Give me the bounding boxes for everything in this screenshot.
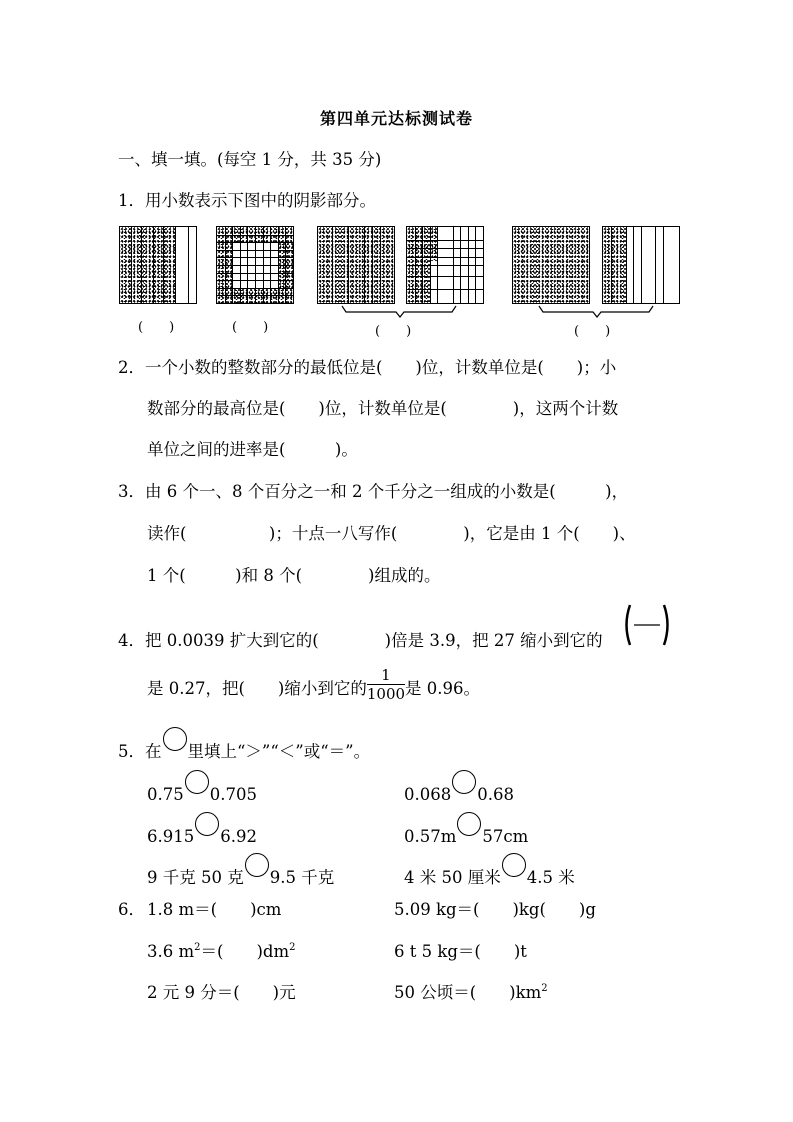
answer-blank-1[interactable]: ( ) (138, 320, 175, 335)
question-4-line-2 (147, 666, 481, 703)
answer-blank-4[interactable]: ( ) (574, 324, 611, 339)
figure-5-full-square (512, 226, 590, 304)
compare-left: 4 米 50 厘米 (404, 868, 501, 887)
conversion-item-1: 1.8 m＝( )cm (147, 900, 282, 919)
conversion-item-6-a: 50 公顷＝( )km (394, 983, 542, 1002)
question-2-line-3: 单位之间的进率是( )。 (147, 440, 358, 459)
brace-figures-5-6 (537, 304, 657, 318)
figure-6-strips (602, 226, 680, 304)
compare-left: 6.915 (147, 827, 195, 846)
compare-right: 9.5 千克 (269, 868, 335, 887)
question-6-number: 6． (118, 900, 145, 919)
figure-1-strips (119, 226, 197, 304)
brace-figures-3-4 (340, 304, 460, 318)
compare-left: 9 千克 50 克 (147, 868, 244, 887)
figure-4-partial-grid (406, 226, 484, 304)
compare-item-4 (404, 820, 528, 847)
answer-blank-3[interactable]: ( ) (375, 324, 412, 339)
compare-item-5 (147, 861, 334, 888)
compare-left: 0.57m (404, 827, 457, 846)
compare-circle-blank[interactable] (245, 853, 269, 877)
conversion-item-3 (147, 942, 295, 962)
question-1-text: 1．用小数表示下图中的阴影部分。 (118, 191, 376, 210)
question-5-prompt-a: 5．在 (118, 742, 162, 761)
fraction-denominator: 1000 (366, 685, 406, 703)
question-5-prompt (118, 735, 370, 762)
compare-circle-blank[interactable] (457, 812, 481, 836)
compare-right: 0.68 (477, 785, 514, 804)
compare-right: 0.705 (209, 785, 257, 804)
compare-circle-blank[interactable] (185, 770, 209, 794)
compare-item-1 (147, 778, 257, 805)
question-4-line-2-text-a: 是 0.27，把( )缩小到它的 (147, 679, 367, 698)
conversion-item-4: 6 t 5 kg＝( )t (394, 942, 527, 961)
fraction-blank-bracket[interactable] (622, 603, 672, 647)
compare-item-6 (404, 861, 575, 888)
fraction-numerator: 1 (367, 666, 405, 685)
question-4-line-2-text-b: 是 0.96。 (405, 679, 481, 698)
compare-circle-blank[interactable] (195, 812, 219, 836)
question-2-line-1: 2．一个小数的整数部分的最低位是( )位，计数单位是( )；小 (118, 358, 617, 377)
compare-right: 6.92 (220, 827, 257, 846)
compare-circle-blank[interactable] (502, 853, 526, 877)
superscript: 2 (541, 983, 548, 994)
question-3-line-2: 读作( )；十点一八写作( )，它是由 1 个( )、 (147, 524, 636, 543)
compare-left: 0.068 (404, 785, 452, 804)
figure-3-full-strips (317, 226, 395, 304)
page-title: 第四单元达标测试卷 (319, 109, 473, 128)
conversion-item-6 (394, 983, 548, 1003)
section-heading: 一、填一填。(每空 1 分，共 35 分) (118, 150, 382, 169)
compare-item-3 (147, 820, 257, 847)
conversion-item-2: 5.09 kg＝( )kg( )g (394, 900, 596, 919)
conversion-item-5: 2 元 9 分＝( )元 (147, 983, 296, 1002)
figure-2-grid-ring (216, 226, 294, 304)
question-3-line-1: 3．由 6 个一、8 个百分之一和 2 个千分之一组成的小数是( )， (118, 482, 629, 501)
compare-right: 4.5 米 (526, 868, 575, 887)
question-4-line-1: 4．把 0.0039 扩大到它的( )倍是 3.9，把 27 缩小到它的 (118, 631, 603, 650)
question-5-prompt-b: 里填上“＞”“＜”或“＝”。 (187, 742, 371, 761)
fraction-one-thousandth (367, 666, 405, 703)
question-3-line-3: 1 个( )和 8 个( )组成的。 (147, 566, 441, 585)
compare-right: 57cm (482, 827, 529, 846)
circle-icon (163, 727, 187, 751)
compare-left: 0.75 (147, 785, 184, 804)
superscript: 2 (194, 942, 201, 953)
question-2-line-2: 数部分的最高位是( )位，计数单位是( )，这两个计数 (147, 399, 619, 418)
conversion-item-3-a: 3.6 m (147, 942, 195, 961)
answer-blank-2[interactable]: ( ) (232, 320, 269, 335)
conversion-item-3-b: ＝( )dm (200, 942, 290, 961)
superscript: 2 (289, 942, 296, 953)
compare-item-2 (404, 778, 514, 805)
compare-circle-blank[interactable] (452, 770, 476, 794)
